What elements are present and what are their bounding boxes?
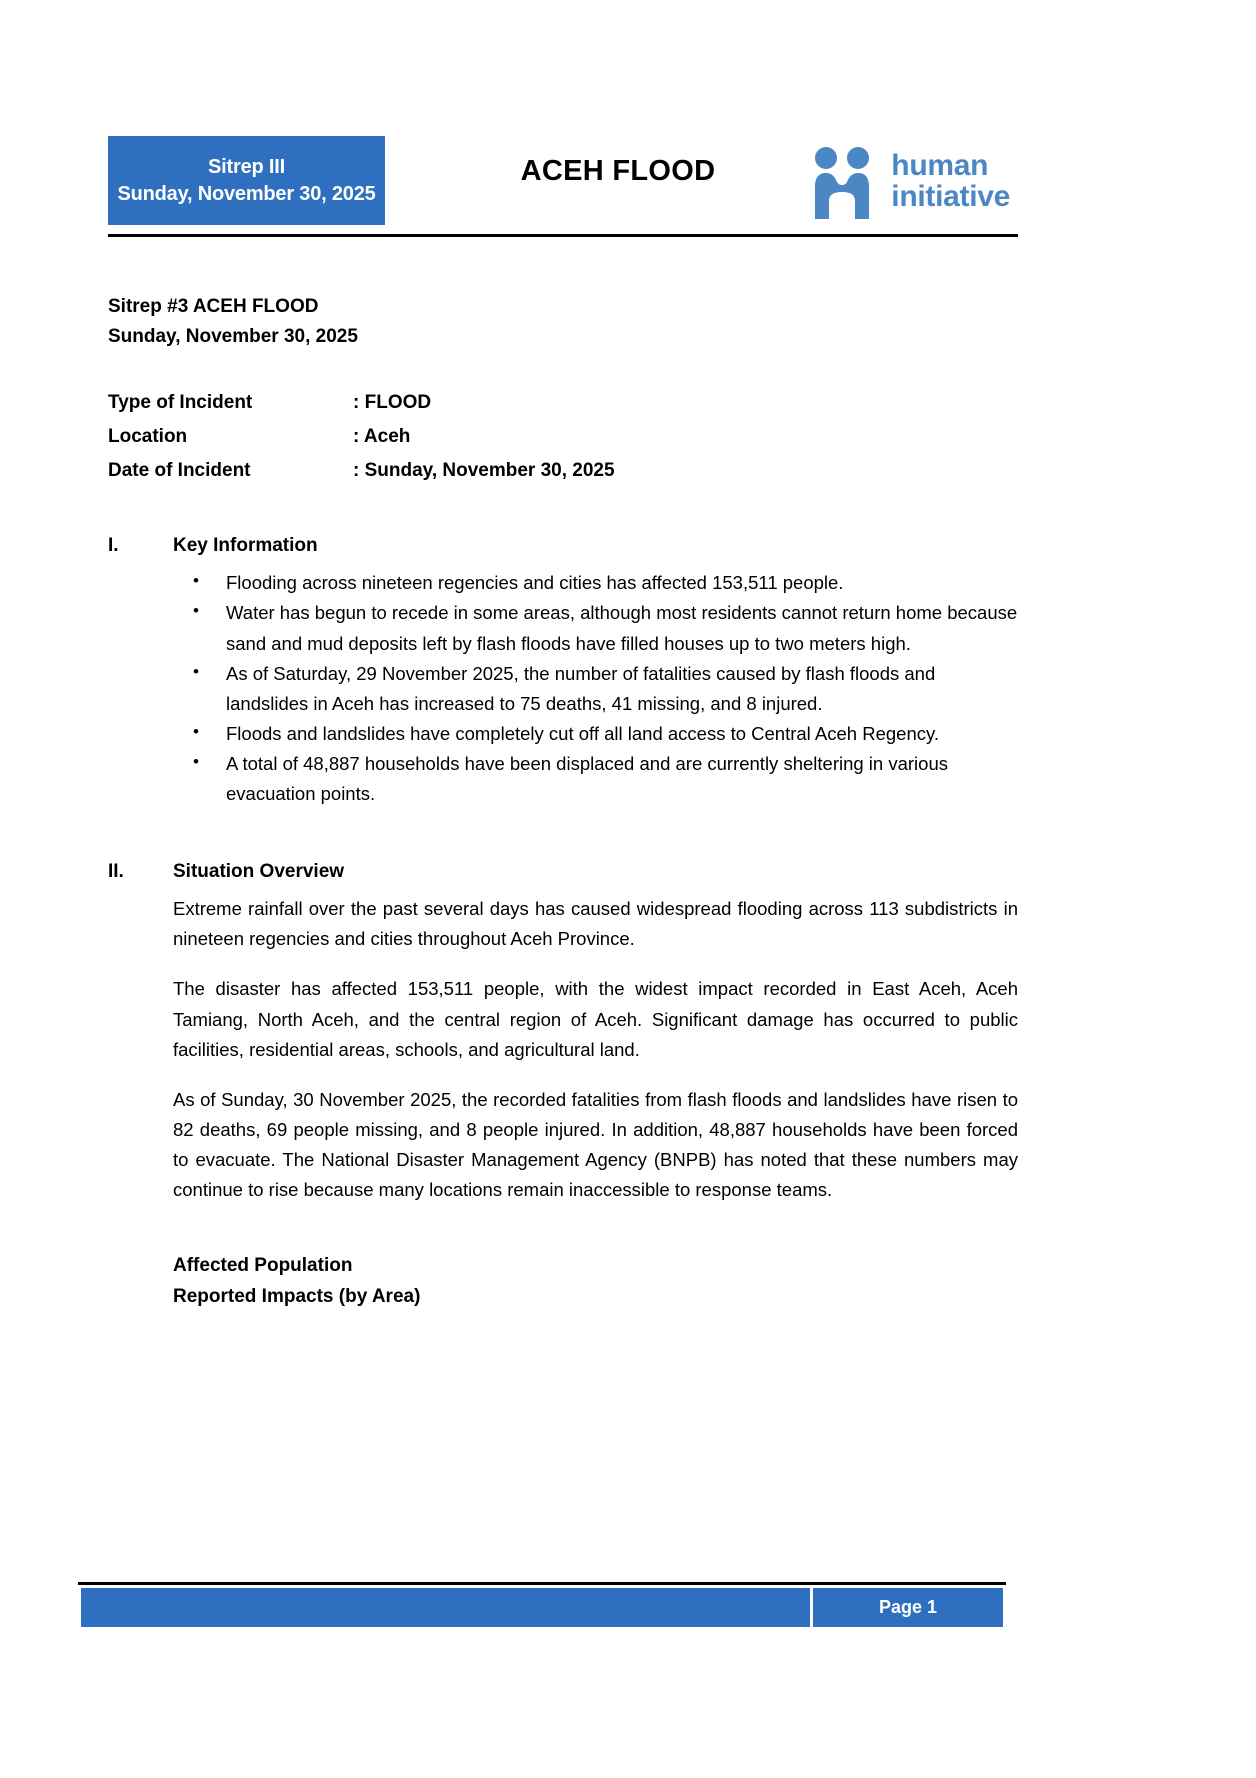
document-header — [108, 131, 1018, 241]
subheading-reported-impacts: Reported Impacts (by Area) — [173, 1286, 421, 1308]
list-item: • A total of 48,887 households have been displaced and are currently sheltering in various evacuation points. — [173, 749, 1018, 809]
document-title-block — [108, 292, 1018, 352]
incident-details — [108, 386, 1018, 487]
section-heading-key-information — [108, 531, 1018, 562]
detail-value-location: : Aceh — [353, 425, 411, 447]
subsection-spacer — [108, 1225, 1018, 1251]
list-item: • Water has begun to recede in some areas, although most residents cannot return home because sand and mud deposits left by flash floods have filled houses up to two meters high. — [173, 598, 1018, 658]
list-item: • Floods and landslides have completely cut off all land access to Central Aceh Regency. — [173, 719, 1018, 749]
section-situation-overview — [108, 857, 1018, 1313]
logo-line-human: human — [891, 149, 989, 183]
detail-label-date: Date of Incident — [108, 459, 251, 481]
sitrep-badge-line1: Sitrep III — [208, 155, 285, 178]
two-people-icon — [805, 145, 879, 219]
document-body — [108, 292, 1018, 1319]
human-initiative-logo — [805, 143, 1010, 221]
logo-line-initiative: initiative — [891, 180, 1010, 213]
sitrep-badge-line2: Sunday, November 30, 2025 — [117, 182, 376, 205]
section-title-1: Key Information — [173, 535, 318, 557]
detail-value-type: : FLOOD — [353, 392, 432, 414]
section-key-information — [108, 531, 1018, 809]
detail-row-date — [108, 454, 1018, 488]
section-title-2: Situation Overview — [173, 861, 345, 883]
section-number-2: II. — [108, 861, 124, 883]
detail-row-location — [108, 420, 1018, 454]
list-item: • Flooding across nineteen regencies and cities has affected 153,511 people. — [173, 568, 1018, 598]
detail-label-location: Location — [108, 425, 188, 447]
paragraph: The disaster has affected 153,511 people, with the widest impact recorded in East Aceh, Aceh Tamiang, North Aceh, and the central region of Aceh. Significant damage has occurred to public facilities, residential areas, schools, and agricultural land. — [173, 978, 1018, 1060]
paragraph: As of Sunday, 30 November 2025, the recorded fatalities from flash floods and landslides have risen to 82 deaths, 69 people missing, and 8 people injured. In addition, 48,887 households have been forced to evacuate. The National Disaster Management Agency (BNPB) has noted that these numbers may continue to rise because many locations remain inaccessible to response teams. — [173, 1088, 1018, 1201]
section-number-1: I. — [108, 535, 119, 557]
document-footer — [78, 1582, 1006, 1630]
page-title: ACEH FLOOD — [520, 155, 716, 187]
paragraph: Extreme rainfall over the past several days has caused widespread flooding across 113 subdistricts in nineteen regencies and cities throughout Aceh Province. — [173, 898, 1018, 950]
document-title-line1: Sitrep #3 ACEH FLOOD — [108, 296, 319, 317]
sitrep-badge — [108, 136, 385, 225]
detail-value-date: : Sunday, November 30, 2025 — [353, 459, 615, 481]
detail-label-type: Type of Incident — [108, 392, 253, 414]
page-number: Page 1 — [878, 1597, 938, 1617]
section-spacer — [108, 815, 1018, 857]
key-information-list — [108, 568, 1018, 809]
document-title-line2: Sunday, November 30, 2025 — [108, 326, 358, 348]
list-item: • As of Saturday, 29 November 2025, the number of fatalities caused by flash floods and landslides in Aceh has increased to 75 deaths, 41 missing, and 8 injured. — [173, 659, 1018, 719]
logo-wordmark — [891, 151, 1010, 212]
section-heading-situation-overview — [108, 857, 1018, 888]
detail-row-type — [108, 386, 1018, 420]
footer-bar — [81, 1588, 1003, 1627]
footer-left-cell — [81, 1588, 813, 1627]
header-divider — [108, 234, 1018, 237]
subheading-affected-population: Affected Population — [173, 1255, 353, 1277]
